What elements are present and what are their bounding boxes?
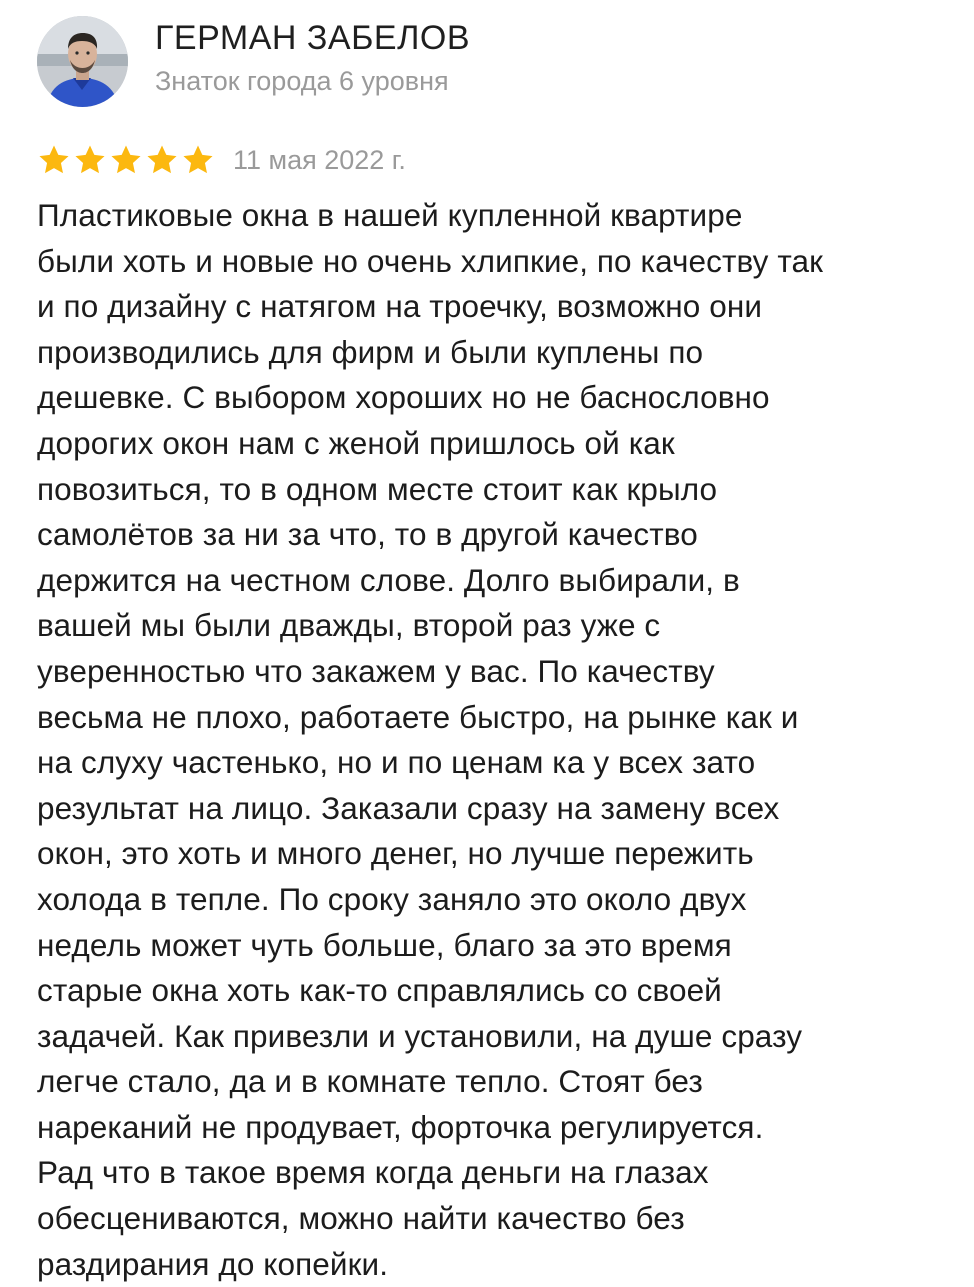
star-icon bbox=[145, 143, 179, 177]
star-icon bbox=[181, 143, 215, 177]
star-icon bbox=[109, 143, 143, 177]
review-text: Пластиковые окна в нашей купленной квартире были хоть и новые но очень хлипкие, по качеству так и по дизайну с натягом на троечку, возможно они производились для фирм и были куплены по дешевке. С выбором хороших но не баснословно дорогих окон нам с женой пришлось ой как повозиться, то в одном месте стоит как крыло самолётов за ни за что, то в другой качество держится на честном слове. Долго выбирали, в вашей мы были дважды, второй раз уже с уверенностью что закажем у вас. По качеству весьма не плохо, работаете быстро, на рынке как и на слуху частенько, но и по ценам ка у всех зато результат на лицо. Заказали сразу на замену всех окон, это хоть и много денег, но лучше пережить холода в тепле. По сроку заняло это около двух недель может чуть больше, благо за это время старые окна хоть как-то справлялись со своей задачей. Как привезли и установили, на душе сразу легче стало, да и в комнате тепло. Стоят без нареканий не продувает, форточка регулируется. Рад что в такое время когда деньги на глазах обесцениваются, можно найти качество без раздирания до копейки. bbox=[37, 197, 824, 1282]
review-header bbox=[37, 16, 470, 107]
rating-stars bbox=[37, 143, 217, 177]
star-icon bbox=[73, 143, 107, 177]
author-level: Знаток города 6 уровня bbox=[155, 65, 449, 96]
avatar[interactable] bbox=[37, 16, 128, 107]
review-date: 11 мая 2022 г. bbox=[233, 144, 406, 175]
user-photo-avatar-icon bbox=[37, 16, 128, 107]
author-block bbox=[155, 18, 470, 98]
rating-row bbox=[37, 140, 406, 180]
author-name[interactable]: ГЕРМАН ЗАБЕЛОВ bbox=[155, 18, 471, 57]
star-icon bbox=[37, 143, 71, 177]
